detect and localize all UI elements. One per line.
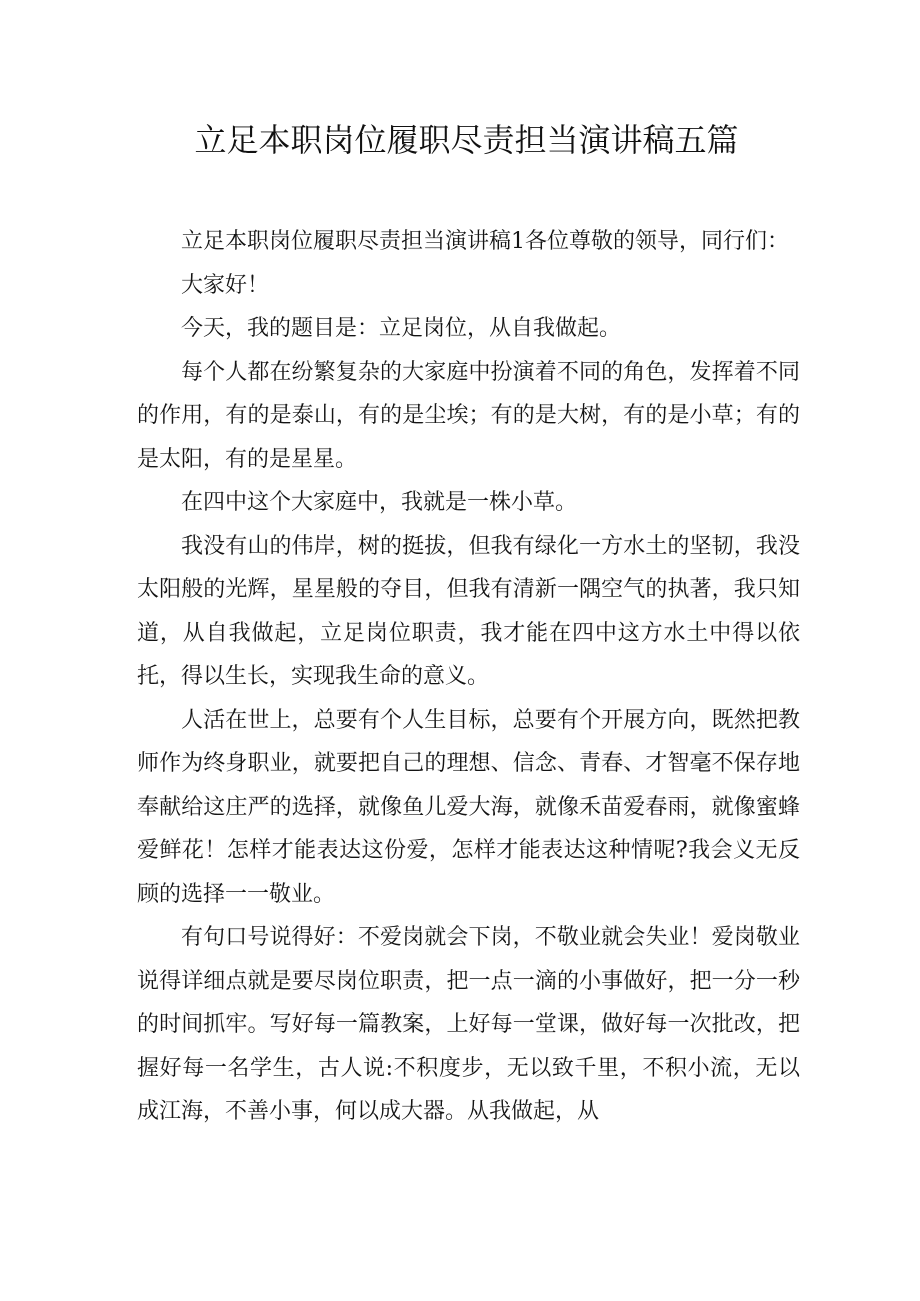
paragraph-goal: 人活在世上，总要有个人生目标，总要有个开展方向，既然把教师作为终身职业，就要把自己的理想、信念、青春、才智毫不保存地奉献给这庄严的选择，就像鱼儿爱大海，就像禾苗爱春雨，就像蜜蜂爱鲜花！怎样才能表达这份爱，怎样才能表达这种情呢?我会义无反顾的选择一一敬业。 <box>137 707 800 907</box>
paragraph-slogan: 有句口号说得好：不爱岗就会下岗，不敬业就会失业！爱岗敬业说得详细点就是要尽岗位职责，把一点一滴的小事做好，把一分一秒的时间抓牢。写好每一篇教案，上好每一堂课，做好每一次批改，把握好每一名学生，古人说:不积度步，无以致千里，不积小流，无以成江海，不善小事，何以成大器。从我做起，从 <box>137 925 800 1124</box>
paragraph-self: 我没有山的伟岸，树的挺拔，但我有绿化一方水土的坚韧，我没太阳般的光辉，星星般的夺目，但我有清新一隅空气的执著，我只知道，从自我做起，立足岗位职责，我才能在四中这方水土中得以依托，得以生长，实现我生命的意义。 <box>137 533 800 689</box>
paragraph-roles: 每个人都在纷繁复杂的大家庭中扮演着不同的角色，发挥着不同的作用，有的是泰山，有的是尘埃；有的是大树，有的是小草；有的是太阳，有的是星星。 <box>137 359 800 472</box>
paragraph-salutation: 立足本职岗位履职尽责担当演讲稿1各位尊敬的领导，同行们： <box>181 229 789 254</box>
paragraph-grass: 在四中这个大家庭中，我就是一株小草。 <box>181 490 578 515</box>
document-title: 立足本职岗位履职尽责担当演讲稿五篇 <box>194 121 739 159</box>
document-body <box>137 220 800 1134</box>
paragraph-greeting: 大家好！ <box>181 272 270 298</box>
paragraph-topic: 今天，我的题目是：立足岗位，从自我做起。 <box>181 316 622 341</box>
